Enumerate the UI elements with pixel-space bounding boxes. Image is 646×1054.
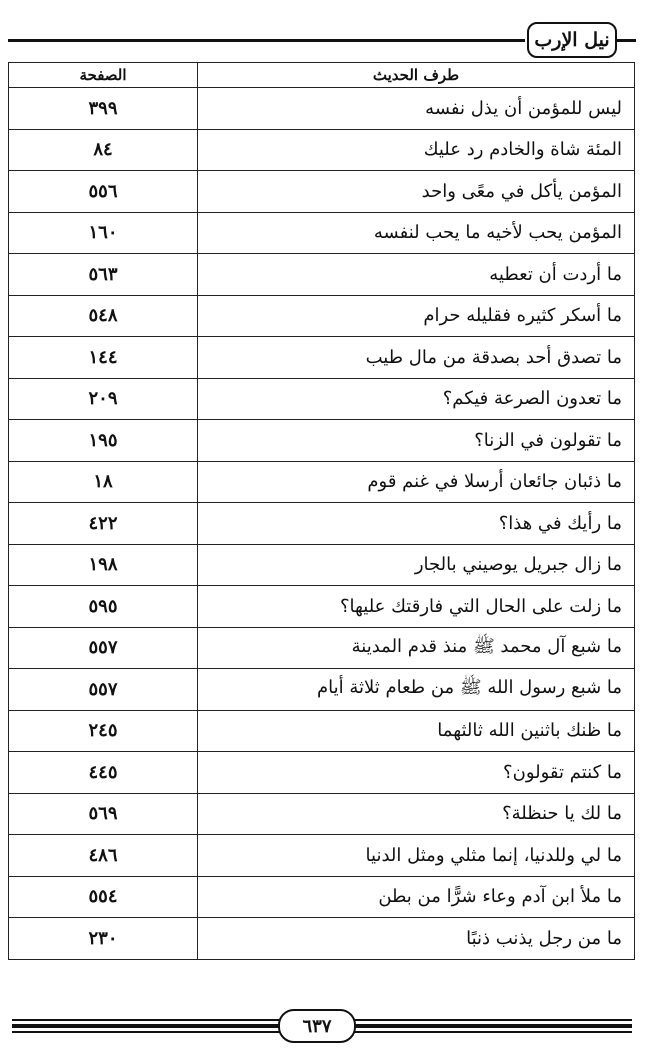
page-ref: ٢٣٠	[9, 918, 198, 960]
table-row	[9, 461, 635, 503]
hadith-text: ما شبع رسول الله ﷺ من طعام ثلاثة أيام	[198, 669, 635, 711]
table-row	[9, 503, 635, 545]
table-row	[9, 337, 635, 379]
page-ref: ١٤٤	[9, 337, 198, 379]
table-row	[9, 627, 635, 669]
page-ref: ٢٠٩	[9, 378, 198, 420]
page-footer	[0, 1000, 646, 1050]
hadith-text: ما لك يا حنظلة؟	[198, 793, 635, 835]
table-row	[9, 586, 635, 628]
header-rule	[8, 39, 525, 42]
page-ref: ٣٩٩	[9, 88, 198, 130]
table-row	[9, 876, 635, 918]
hadith-index-table	[8, 62, 635, 960]
table-row	[9, 710, 635, 752]
table-row	[9, 544, 635, 586]
page-ref: ١٩٥	[9, 420, 198, 462]
hadith-text: ما ملأ ابن آدم وعاء شرًّا من بطن	[198, 876, 635, 918]
table-row	[9, 378, 635, 420]
page-ref: ٥٦٩	[9, 793, 198, 835]
hadith-text: ما زال جبريل يوصيني بالجار	[198, 544, 635, 586]
page-ref: ١٦٠	[9, 212, 198, 254]
book-title: نيل الإرب	[527, 22, 617, 58]
hadith-text: المئة شاة والخادم رد عليك	[198, 129, 635, 171]
footer-rule	[12, 1031, 280, 1033]
page-ref: ٥٥٦	[9, 171, 198, 213]
page-ref: ٤٨٦	[9, 835, 198, 877]
table-row	[9, 254, 635, 296]
hadith-text: ما تصدق أحد بصدقة من مال طيب	[198, 337, 635, 379]
table-row	[9, 212, 635, 254]
page-ref: ٤٤٥	[9, 752, 198, 794]
footer-rule	[352, 1031, 632, 1033]
hadith-text: ما أسكر كثيره فقليله حرام	[198, 295, 635, 337]
page-ref: ٥٦٣	[9, 254, 198, 296]
footer-rule	[12, 1024, 280, 1028]
table-row	[9, 420, 635, 462]
page-ref: ٥٩٥	[9, 586, 198, 628]
hadith-text: ما كنتم تقولون؟	[198, 752, 635, 794]
page-ref: ٥٥٤	[9, 876, 198, 918]
page-ref: ٥٥٧	[9, 669, 198, 711]
hadith-text: ما ذئبان جائعان أرسلا في غنم قوم	[198, 461, 635, 503]
table-row	[9, 752, 635, 794]
page-ref: ٤٢٢	[9, 503, 198, 545]
footer-rule	[352, 1019, 632, 1021]
hadith-text: ما رأيك في هذا؟	[198, 503, 635, 545]
hadith-text: ما شبع آل محمد ﷺ منذ قدم المدينة	[198, 627, 635, 669]
page-ref: ٥٤٨	[9, 295, 198, 337]
table-row	[9, 88, 635, 130]
hadith-text: ما لي وللدنيا، إنما مثلي ومثل الدنيا	[198, 835, 635, 877]
page-ref: ١٩٨	[9, 544, 198, 586]
hadith-text: المؤمن يحب لأخيه ما يحب لنفسه	[198, 212, 635, 254]
table-row	[9, 835, 635, 877]
table-row	[9, 669, 635, 711]
table-header-row	[9, 63, 635, 88]
hadith-text: ما أردت أن تعطيه	[198, 254, 635, 296]
hadith-text: المؤمن يأكل في معًى واحد	[198, 171, 635, 213]
footer-rule	[352, 1024, 632, 1028]
hadith-text: ما تعدون الصرعة فيكم؟	[198, 378, 635, 420]
page-ref: ٥٥٧	[9, 627, 198, 669]
page-ref: ١٨	[9, 461, 198, 503]
table-row	[9, 171, 635, 213]
hadith-text: ما تقولون في الزنا؟	[198, 420, 635, 462]
hadith-text: ليس للمؤمن أن يذل نفسه	[198, 88, 635, 130]
header-rule-tick	[614, 39, 636, 42]
table-row	[9, 295, 635, 337]
column-header-hadith: طرف الحديث	[198, 63, 635, 88]
running-header	[0, 0, 646, 60]
page-number: ٦٣٧	[278, 1009, 356, 1043]
table-row	[9, 918, 635, 960]
table-row	[9, 793, 635, 835]
page-ref: ٨٤	[9, 129, 198, 171]
column-header-page: الصفحة	[9, 63, 198, 88]
page-ref: ٢٤٥	[9, 710, 198, 752]
hadith-text: ما من رجل يذنب ذنبًا	[198, 918, 635, 960]
footer-rule	[12, 1019, 280, 1021]
table-row	[9, 129, 635, 171]
hadith-text: ما زلت على الحال التي فارقتك عليها؟	[198, 586, 635, 628]
hadith-text: ما ظنك باثنين الله ثالثهما	[198, 710, 635, 752]
